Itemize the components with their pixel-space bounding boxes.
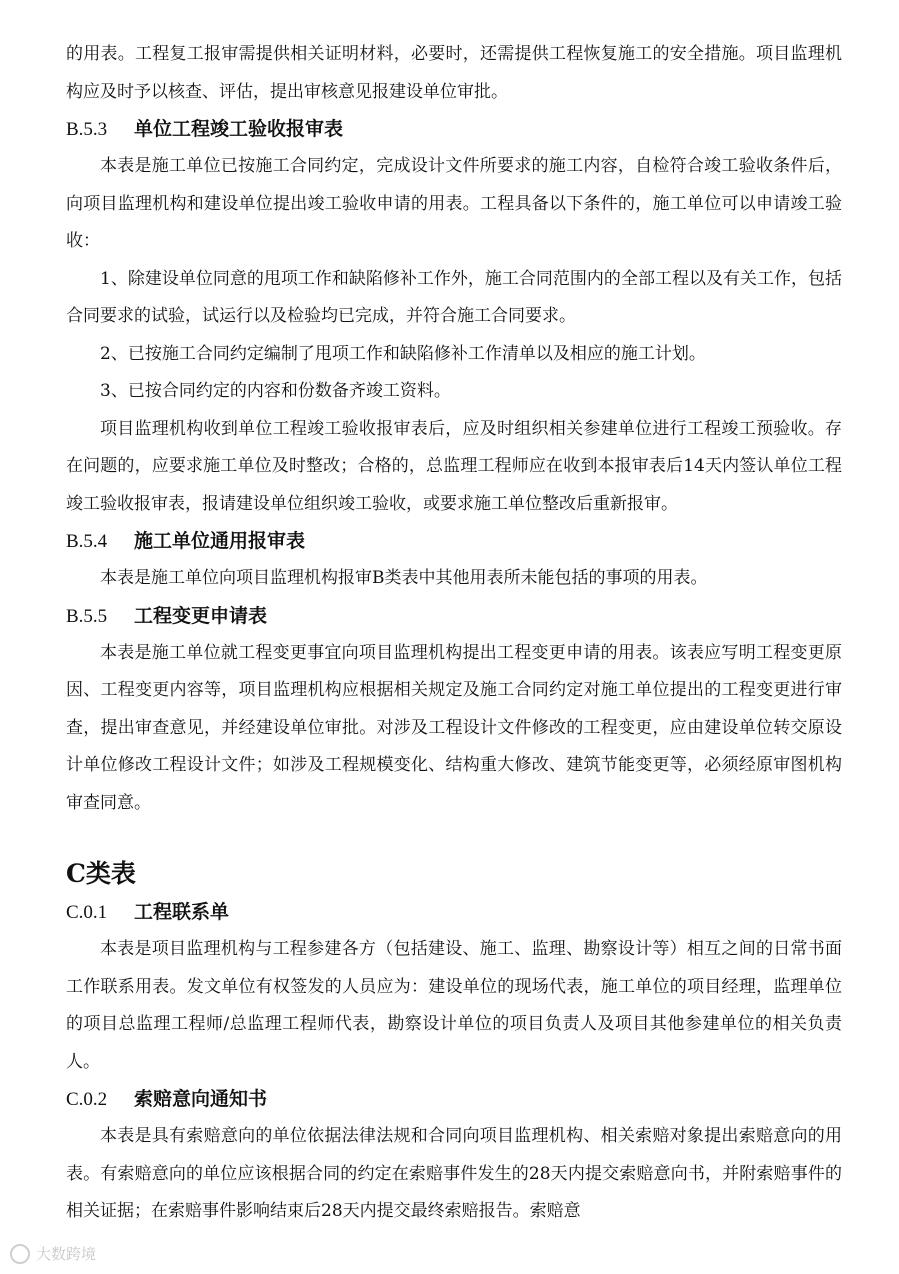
section-number: B.5.4 [66,531,108,552]
paragraph: 本表是具有索赔意向的单位依据法律法规和合同向项目监理机构、相关索赔对象提出索赔意向的用表。有索赔意向的单位应该根据合同的约定在索赔事件发生的28天内提交索赔意向书，并附索赔事件的相关证据；在索赔事件影响结束后28天内提交最终索赔报告。索赔意 [66,1126,842,1221]
section-title: 单位工程竣工验收报审表 [134,118,344,140]
section-heading [66,1081,842,1118]
paragraph: 本表是施工单位向项目监理机构报审B类表中其他用表所未能包括的事项的用表。 [100,568,708,588]
paragraph: 本表是施工单位已按施工合同约定，完成设计文件所要求的施工内容，自检符合竣工验收条件后，向项目监理机构和建设单位提出竣工验收申请的用表。工程具备以下条件的，施工单位可以申请竣工验收： [66,156,842,251]
paragraph: 3、已按合同约定的内容和份数备齐竣工资料。 [100,381,451,401]
paragraph: 本表是施工单位就工程变更事宜向项目监理机构提出工程变更申请的用表。该表应写明工程变更原因、工程变更内容等，项目监理机构应根据相关规定及施工合同约定对施工单位提出的工程变更进行审查，提出审查意见，并经建设单位审批。对涉及工程设计文件修改的工程变更，应由建设单位转交原设计单位修改工程设计文件；如涉及工程规模变化、结构重大修改、建筑节能变更等，必须经原审图机构审查同意。 [66,642,842,813]
section-number: C.0.1 [66,902,108,923]
chapter-heading: C类表 [66,859,136,888]
section-title: 施工单位通用报审表 [134,530,306,552]
watermark [10,1243,96,1264]
paragraph: 2、已按施工合同约定编制了甩项工作和缺陷修补工作清单以及相应的施工计划。 [100,343,706,364]
section-title: 索赔意向通知书 [134,1088,268,1110]
paragraph: 1、除建设单位同意的甩项工作和缺陷修补工作外，施工合同范围内的全部工程以及有关工作，包括合同要求的试验，试运行以及检验均已完成，并符合施工合同要求。 [66,268,842,326]
section-heading [66,894,842,931]
section-heading [66,111,842,148]
section-title: 工程联系单 [134,901,230,923]
section-number: C.0.2 [66,1089,108,1110]
section-number: B.5.3 [66,119,108,140]
section-number: B.5.5 [66,605,108,627]
paragraph: 项目监理机构收到单位工程竣工验收报审表后，应及时组织相关参建单位进行工程竣工预验收。存在问题的，应要求施工单位及时整改；合格的，总监理工程师应在收到本报审表后14天内签认单位工程竣工验收报审表，报请建设单位组织竣工验收，或要求施工单位整改后重新报审。 [66,418,842,514]
paragraph: 本表是项目监理机构与工程参建各方（包括建设、施工、监理、勘察设计等）相互之间的日常书面工作联系用表。发文单位有权签发的人员应为：建设单位的现场代表，施工单位的项目经理，监理单位的项目总监理工程师/总监理工程师代表，勘察设计单位的项目负责人及项目其他参建单位的相关负责人。 [66,939,842,1072]
section-title: 工程变更申请表 [134,604,268,627]
section-heading [66,598,842,635]
paragraph: 的用表。工程复工报审需提供相关证明材料，必要时，还需提供工程恢复施工的安全措施。项目监理机构应及时予以核查、评估，提出审核意见报建设单位审批。 [66,44,842,102]
section-heading [66,523,842,560]
document-page [66,36,842,1231]
watermark-text: 大数跨境 [36,1245,97,1263]
watermark-logo-icon [10,1244,30,1264]
